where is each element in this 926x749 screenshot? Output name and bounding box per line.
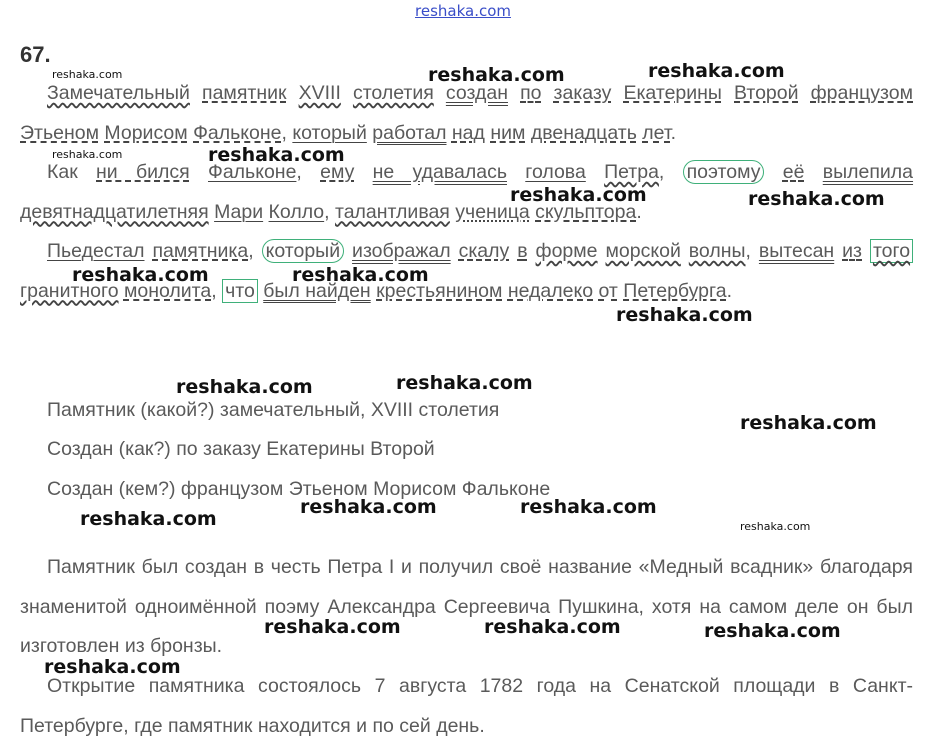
word: в xyxy=(517,240,528,262)
watermark: reshaka.com xyxy=(176,376,313,398)
watermark: reshaka.com xyxy=(748,188,885,210)
watermark: reshaka.com xyxy=(80,508,217,530)
question-line-3: Создан (кем?) французом Этьеном Морисом Фальконе xyxy=(47,478,551,500)
word: ни бился xyxy=(96,161,190,183)
watermark: reshaka.com xyxy=(72,264,209,286)
watermark: reshaka.com xyxy=(396,372,533,394)
question-line-1: Памятник (какой?) замечательный, XVIII столетия xyxy=(47,399,500,421)
word: Фальконе xyxy=(208,161,297,183)
watermark: reshaka.com xyxy=(520,496,657,518)
word: того xyxy=(870,239,913,263)
word: . xyxy=(670,121,677,144)
word: французом xyxy=(810,82,913,104)
word: вытесан xyxy=(758,240,835,262)
word: её xyxy=(782,161,805,183)
word: волны xyxy=(688,240,746,262)
word: вылепила xyxy=(822,161,914,183)
word: по xyxy=(520,82,542,104)
watermark: reshaka.com xyxy=(740,520,811,533)
watermark: reshaka.com xyxy=(208,144,345,166)
word: , xyxy=(296,161,302,183)
exercise-number: 67. xyxy=(20,42,51,67)
word: двенадцать xyxy=(530,121,637,144)
word: ему xyxy=(320,161,355,183)
word: форме xyxy=(535,240,598,262)
watermark: reshaka.com xyxy=(484,616,621,638)
word: Замечательный xyxy=(47,82,190,104)
word: работал xyxy=(372,121,447,144)
watermark: reshaka.com xyxy=(740,412,877,434)
word: не удавалась xyxy=(372,161,507,183)
site-header-link[interactable]: reshaka.com xyxy=(415,2,511,20)
watermark: reshaka.com xyxy=(428,64,565,86)
word: скульптора xyxy=(535,200,637,223)
watermark: reshaka.com xyxy=(300,496,437,518)
word: гранитного xyxy=(20,279,119,302)
watermark: reshaka.com xyxy=(264,616,401,638)
word: Петра xyxy=(604,161,659,183)
word: девятнадцатилетняя xyxy=(20,200,209,223)
watermark: reshaka.com xyxy=(616,304,753,326)
word: Пьедестал xyxy=(47,240,145,262)
word: Как xyxy=(47,161,78,183)
word: ним xyxy=(490,121,526,144)
word: Этьеном xyxy=(20,121,99,144)
watermark: reshaka.com xyxy=(52,148,123,161)
word: изображал xyxy=(352,240,451,262)
word: Петербурга xyxy=(623,279,727,302)
word: лет xyxy=(642,121,671,144)
question-line-2: Создан (как?) по заказу Екатерины Второй xyxy=(47,438,435,460)
word: , xyxy=(281,121,287,144)
watermark: reshaka.com xyxy=(44,656,181,678)
word: ученица xyxy=(455,200,530,223)
word: от xyxy=(598,279,618,302)
word: голова xyxy=(525,161,586,183)
word: XVIII xyxy=(298,82,341,104)
word: Фальконе xyxy=(193,121,282,144)
word: который xyxy=(292,121,367,144)
word: морской xyxy=(605,240,681,262)
word: Мари xyxy=(214,200,264,223)
watermark: reshaka.com xyxy=(52,68,123,81)
word: Второй xyxy=(734,82,799,104)
word: . xyxy=(636,200,642,223)
watermark: reshaka.com xyxy=(292,264,429,286)
word: скалу xyxy=(458,240,510,262)
watermark: reshaka.com xyxy=(510,184,647,206)
word: крестьянином xyxy=(376,279,503,302)
word: который xyxy=(262,239,344,263)
word: талантливая xyxy=(335,200,450,223)
word: был найден xyxy=(263,279,371,302)
word: монолита xyxy=(123,279,212,302)
word: над xyxy=(451,121,485,144)
word: создан xyxy=(445,82,508,104)
word: недалеко xyxy=(507,279,594,302)
word: заказу xyxy=(553,82,612,104)
paragraph-5: Открытие памятника состоялось 7 августа 1782 года на Сенатской площади в Санкт-Петербурге, где памятник находится и по сей день. xyxy=(20,675,913,737)
word: столетия xyxy=(352,82,434,104)
word: , xyxy=(745,240,751,262)
word: из xyxy=(842,240,862,262)
word: , xyxy=(324,200,330,223)
word: Екатерины xyxy=(623,82,722,104)
watermark: reshaka.com xyxy=(704,620,841,642)
word: памятника xyxy=(152,240,249,262)
word: что xyxy=(222,279,258,303)
watermark: reshaka.com xyxy=(648,60,785,82)
paragraph-4: Памятник был создан в честь Петра I и получил своё название «Медный всадник» благодаря знаменитой одноимённой поэму Александра Сергеевича Пушкина, хотя на самом деле он был изготовлен из бронзы. xyxy=(20,556,913,657)
word: , xyxy=(658,161,665,183)
word: . xyxy=(726,279,732,302)
word: , xyxy=(211,279,217,302)
word: поэтому xyxy=(683,160,765,184)
word: , xyxy=(248,240,254,262)
word: Морисом xyxy=(104,121,188,144)
word: памятник xyxy=(202,82,287,104)
word: Колло xyxy=(268,200,325,223)
